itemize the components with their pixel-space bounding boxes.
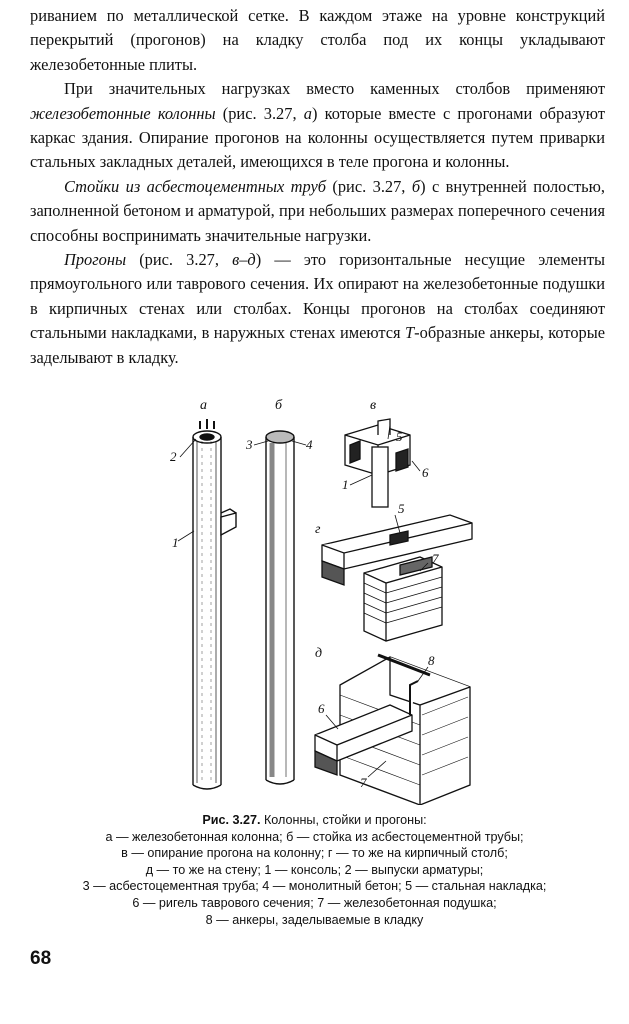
fig-num-7-b: 7 — [360, 775, 367, 790]
fig-label-g: г — [315, 522, 321, 537]
fig-num-2: 2 — [170, 449, 177, 464]
paragraph — [30, 175, 605, 248]
fig-label-d: д — [315, 646, 323, 661]
figure-drawing — [150, 395, 490, 805]
caption-title: Рис. 3.27. — [202, 813, 261, 827]
italic-term: Прогоны — [64, 250, 127, 270]
italic-term: Т — [405, 323, 415, 343]
text-run: ) которые вместе с прогонами образуют каркас здания. Опирание прогонов на колонны осуществляется путем приварки стальных закладных деталей, имеющихся в теле прогона и колонны. — [30, 103, 605, 172]
text-run: При значительных нагрузках вместо каменных столбов применяют — [64, 79, 605, 99]
fig-label-b: б — [275, 398, 283, 413]
fig-num-4: 4 — [306, 437, 313, 452]
text-run: -образные анкеры, которые заделывают в кладку. — [30, 323, 605, 367]
fig-num-1-b: 1 — [342, 477, 349, 492]
caption-line: д — то же на стену; 1 — консоль; 2 — выпуски арматуры; — [145, 862, 484, 877]
text-run: ) с внутренней полостью, заполненной бетоном и арматурой, при небольших размерах поперечного сечения способны воспринимать значительные нагрузки. — [30, 176, 605, 245]
paragraph — [30, 77, 605, 175]
fig-num-6-b: 6 — [318, 701, 325, 716]
paragraph — [30, 4, 605, 77]
fig-num-8: 8 — [428, 653, 435, 668]
page-number: 68 — [30, 948, 52, 969]
body-text — [30, 4, 605, 370]
italic-term: а — [303, 103, 312, 123]
fig-num-6-a: 6 — [422, 465, 429, 480]
fig-num-1-a: 1 — [172, 535, 179, 550]
caption-line: 3 — асбестоцементная труба; 4 — монолитный бетон; 5 — стальная накладка; — [82, 879, 547, 894]
caption-line: в — опирание прогона на колонну; г — то же на кирпичный столб; — [121, 846, 508, 861]
fig-num-7-a: 7 — [432, 551, 439, 566]
column-a-drawing — [193, 419, 236, 789]
caption-line: Колонны, стойки и прогоны: — [260, 813, 427, 827]
italic-term: в–д — [232, 250, 256, 270]
text-run: (рис. 3.27, — [126, 250, 233, 270]
fig-label-a: а — [200, 398, 207, 413]
post-b-drawing — [266, 431, 294, 784]
paragraph — [30, 248, 605, 370]
italic-term: Стойки из асбестоцементных труб — [64, 176, 326, 196]
fig-num-5-a: 5 — [396, 429, 403, 444]
text-run: риванием по металлической сетке. В каждом этаже на уровне конструкций перекрытий (прогонов) на кладку столба под их концы укладывают железобетонные плиты. — [30, 6, 605, 74]
figure-3-27 — [150, 395, 490, 805]
caption-line: 8 — анкеры, заделываемые в кладку — [205, 912, 424, 927]
caption-line: а — железобетонная колонна; б — стойка из асбестоцементной трубы; — [105, 829, 524, 844]
fig-num-5-b: 5 — [398, 501, 405, 516]
caption-line: 6 — ригель таврового сечения; 7 — железобетонная подушка; — [132, 895, 497, 910]
italic-term: железобетонные колонны — [30, 103, 216, 123]
figure-caption — [20, 812, 609, 928]
italic-term: б — [411, 176, 421, 196]
fig-label-v: в — [370, 398, 377, 413]
joint-d-drawing — [315, 655, 470, 805]
fig-num-3: 3 — [246, 437, 253, 452]
joint-g-drawing — [322, 515, 472, 641]
text-run: ) — это горизонтальные несущие элементы прямоугольного или таврового сечения. Их опирают на железобетонные подушки в кирпичных стенах или столбах. Концы прогонов на столбах соединяют стальными накладками, в наружных стенах имеются — [30, 250, 605, 343]
text-run: (рис. 3.27, — [215, 103, 304, 123]
text-run: (рис. 3.27, — [325, 176, 412, 196]
